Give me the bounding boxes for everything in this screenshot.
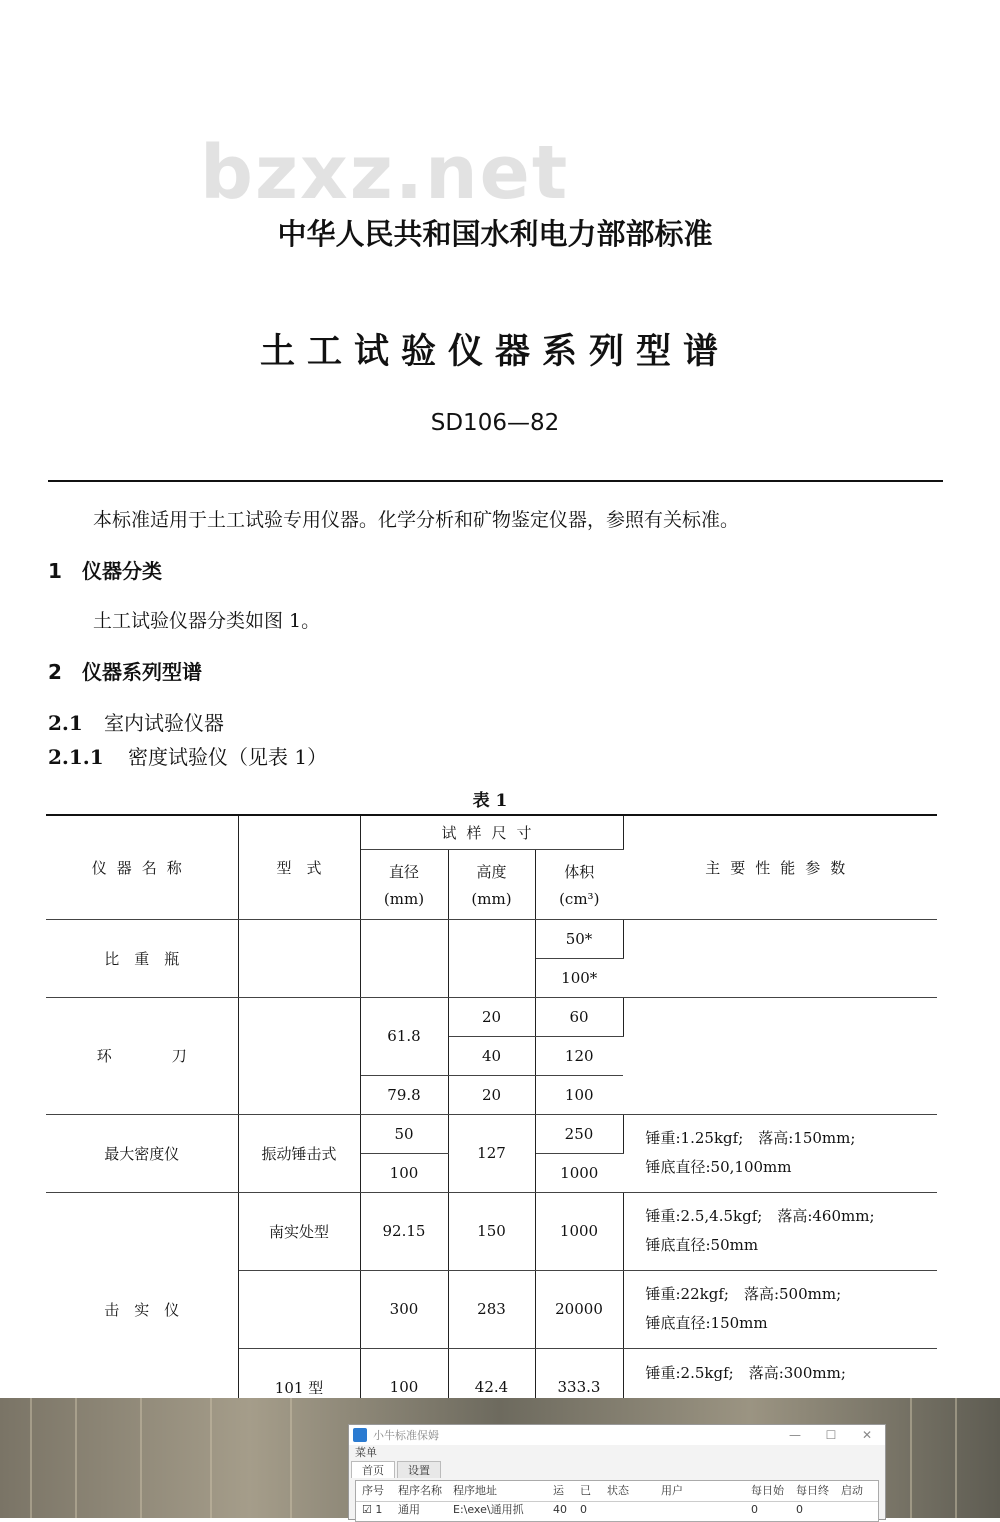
ring-knife-volume-3: 100 bbox=[535, 1075, 623, 1114]
ring-knife-type bbox=[238, 997, 360, 1114]
table-caption: 表 1 bbox=[472, 791, 508, 811]
max-density-volume-2: 1000 bbox=[535, 1153, 623, 1192]
column-header[interactable]: 已 bbox=[580, 1484, 591, 1497]
max-density-height: 127 bbox=[448, 1114, 535, 1192]
app-window[interactable] bbox=[348, 1424, 886, 1520]
app-title: 小牛标准保姆 bbox=[373, 1429, 439, 1442]
table-row bbox=[46, 1192, 937, 1270]
compactor-params-1-line-2: 锤底直径:50mm bbox=[645, 1236, 759, 1254]
table-row bbox=[46, 919, 937, 958]
section-2-heading bbox=[48, 656, 202, 685]
pycnometer-volume-2: 100* bbox=[535, 958, 623, 997]
section-2-number: 2 bbox=[48, 660, 62, 684]
section-1-number: 1 bbox=[48, 559, 62, 583]
compactor-diameter-3: 100 bbox=[360, 1348, 448, 1398]
compactor-params-1-line-1: 锤重:2.5,4.5kgf; 落高:460mm; bbox=[645, 1207, 875, 1225]
ring-knife-diameter-1: 61.8 bbox=[360, 997, 448, 1075]
issuing-organization: 中华人民共和国水利电力部部标准 bbox=[277, 217, 713, 251]
grid-cell bbox=[661, 1502, 751, 1518]
pycnometer-name: 比 重 瓶 bbox=[46, 919, 238, 997]
max-density-name: 最大密度仪 bbox=[46, 1114, 238, 1192]
column-header[interactable]: 程序地址 bbox=[453, 1484, 497, 1497]
compactor-volume-1: 1000 bbox=[535, 1192, 623, 1270]
program-grid[interactable] bbox=[355, 1480, 879, 1522]
column-header[interactable]: 每日始 bbox=[751, 1484, 784, 1497]
tab-home[interactable]: 首页 bbox=[351, 1461, 395, 1478]
grid-cell[interactable]: ☑ 1 bbox=[362, 1503, 383, 1516]
maximize-button[interactable]: ☐ bbox=[825, 1428, 837, 1442]
section-2-1-heading bbox=[48, 707, 224, 736]
menu-bar bbox=[349, 1445, 885, 1461]
compactor-params-3-line-1: 锤重:2.5kgf; 落高:300mm; bbox=[645, 1363, 846, 1382]
standard-code: SD106—82 bbox=[430, 410, 560, 436]
intro-paragraph: 本标准适用于土工试验专用仪器。化学分析和矿物鉴定仪器，参照有关标准。 bbox=[93, 509, 740, 531]
pycnometer-volume-1: 50* bbox=[535, 919, 623, 958]
compactor-params-3 bbox=[623, 1348, 937, 1398]
pycnometer-type bbox=[238, 919, 360, 997]
header-volume-unit: (cm³) bbox=[559, 889, 600, 908]
tab-settings[interactable]: 设置 bbox=[397, 1461, 441, 1478]
grid-cell: 0 bbox=[751, 1503, 758, 1516]
table-row bbox=[46, 997, 937, 1036]
grid-cell bbox=[841, 1502, 875, 1518]
pycnometer-diameter bbox=[360, 919, 448, 997]
tab-bar bbox=[349, 1461, 885, 1478]
header-volume-cell bbox=[535, 849, 623, 919]
header-height-unit: (mm) bbox=[471, 889, 512, 908]
section-1-text: 土工试验仪器分类如图 1。 bbox=[93, 610, 321, 632]
ring-knife-params bbox=[623, 997, 937, 1114]
grid-cell: E:\exe\通用抓 bbox=[453, 1503, 524, 1516]
section-2-1-1-heading bbox=[48, 741, 327, 770]
header-diameter-unit: (mm) bbox=[383, 889, 425, 908]
compactor-type-2 bbox=[238, 1270, 360, 1348]
table-header-row bbox=[46, 815, 937, 849]
minimize-button[interactable]: — bbox=[789, 1428, 801, 1442]
column-header[interactable]: 启动 bbox=[841, 1484, 863, 1497]
column-header[interactable]: 状态 bbox=[607, 1484, 629, 1497]
close-button[interactable]: ✕ bbox=[861, 1428, 873, 1442]
compactor-params-2 bbox=[623, 1270, 937, 1348]
table-row[interactable] bbox=[356, 1502, 878, 1518]
compactor-volume-2: 20000 bbox=[535, 1270, 623, 1348]
ring-knife-volume-2: 120 bbox=[535, 1036, 623, 1075]
header-diameter: 直径 bbox=[388, 862, 419, 881]
compactor-diameter-2: 300 bbox=[360, 1270, 448, 1348]
section-2-1-number: 2.1 bbox=[48, 711, 83, 735]
column-header[interactable]: 每日终 bbox=[796, 1484, 829, 1497]
density-instrument-table bbox=[46, 814, 937, 1398]
column-header[interactable]: 序号 bbox=[362, 1484, 384, 1497]
section-1-title: 仪器分类 bbox=[82, 559, 162, 583]
section-2-1-1-number: 2.1.1 bbox=[48, 745, 104, 769]
compactor-params-2-line-2: 锤底直径:150mm bbox=[645, 1314, 768, 1332]
compactor-height-1: 150 bbox=[448, 1192, 535, 1270]
column-header[interactable]: 程序名称 bbox=[398, 1484, 442, 1497]
watermark: bzxz.net bbox=[200, 130, 570, 216]
compactor-type-3: 101 型 bbox=[238, 1348, 360, 1398]
column-header[interactable]: 用户 bbox=[661, 1484, 683, 1497]
max-density-volume-1: 250 bbox=[535, 1114, 623, 1153]
grid-cell: 40 bbox=[553, 1503, 567, 1516]
compactor-volume-3: 333.3 bbox=[535, 1348, 623, 1398]
header-diameter-cell bbox=[360, 849, 448, 919]
max-density-diameter-2: 100 bbox=[360, 1153, 448, 1192]
grid-cell bbox=[607, 1502, 661, 1518]
compactor-height-2: 283 bbox=[448, 1270, 535, 1348]
compactor-params-1 bbox=[623, 1192, 937, 1270]
grid-cell: 0 bbox=[796, 1503, 803, 1516]
ring-knife-height-2: 40 bbox=[448, 1036, 535, 1075]
compactor-height-3: 42.4 bbox=[448, 1348, 535, 1398]
section-2-title: 仪器系列型谱 bbox=[82, 660, 202, 684]
section-1-heading bbox=[48, 555, 162, 584]
header-height-cell bbox=[448, 849, 535, 919]
section-2-1-title: 室内试验仪器 bbox=[104, 711, 224, 735]
compactor-diameter-1: 92.15 bbox=[360, 1192, 448, 1270]
grid-cell: 0 bbox=[580, 1503, 587, 1516]
header-height: 高度 bbox=[476, 862, 507, 881]
header-type: 型 式 bbox=[238, 815, 360, 919]
compactor-params-2-line-1: 锤重:22kgf; 落高:500mm; bbox=[645, 1285, 842, 1303]
max-density-params bbox=[623, 1114, 937, 1192]
grid-header bbox=[356, 1481, 878, 1502]
column-header[interactable]: 运 bbox=[553, 1484, 564, 1497]
pycnometer-height bbox=[448, 919, 535, 997]
ring-knife-name: 环 刀 bbox=[46, 997, 238, 1114]
app-titlebar[interactable] bbox=[349, 1425, 885, 1445]
table-row bbox=[46, 1114, 937, 1153]
header-volume: 体积 bbox=[564, 862, 595, 881]
menu-item[interactable]: 菜单 bbox=[355, 1446, 377, 1459]
max-density-param-line-2: 锤底直径:50,100mm bbox=[645, 1158, 792, 1176]
ring-knife-diameter-2: 79.8 bbox=[360, 1075, 448, 1114]
pycnometer-params bbox=[623, 919, 937, 997]
ring-knife-height-3: 20 bbox=[448, 1075, 535, 1114]
max-density-type: 振动锤击式 bbox=[238, 1114, 360, 1192]
max-density-diameter-1: 50 bbox=[360, 1114, 448, 1153]
grid-cell: 通用 bbox=[398, 1503, 420, 1516]
section-2-1-1-title: 密度试验仪（见表 1） bbox=[128, 745, 328, 769]
ring-knife-height-1: 20 bbox=[448, 997, 535, 1036]
title-rule bbox=[48, 480, 943, 482]
app-logo-icon bbox=[353, 1428, 367, 1442]
compactor-name: 击 实 仪 bbox=[46, 1192, 238, 1398]
header-main-parameters: 主要性能参数 bbox=[623, 815, 937, 919]
header-instrument-name: 仪器名称 bbox=[46, 815, 238, 919]
ring-knife-volume-1: 60 bbox=[535, 997, 623, 1036]
max-density-param-line-1: 锤重:1.25kgf; 落高:150mm; bbox=[645, 1129, 856, 1147]
document-title: 土工试验仪器系列型谱 bbox=[259, 332, 730, 372]
compactor-type-1: 南实处型 bbox=[238, 1192, 360, 1270]
header-sample-size: 试样尺寸 bbox=[360, 815, 623, 849]
